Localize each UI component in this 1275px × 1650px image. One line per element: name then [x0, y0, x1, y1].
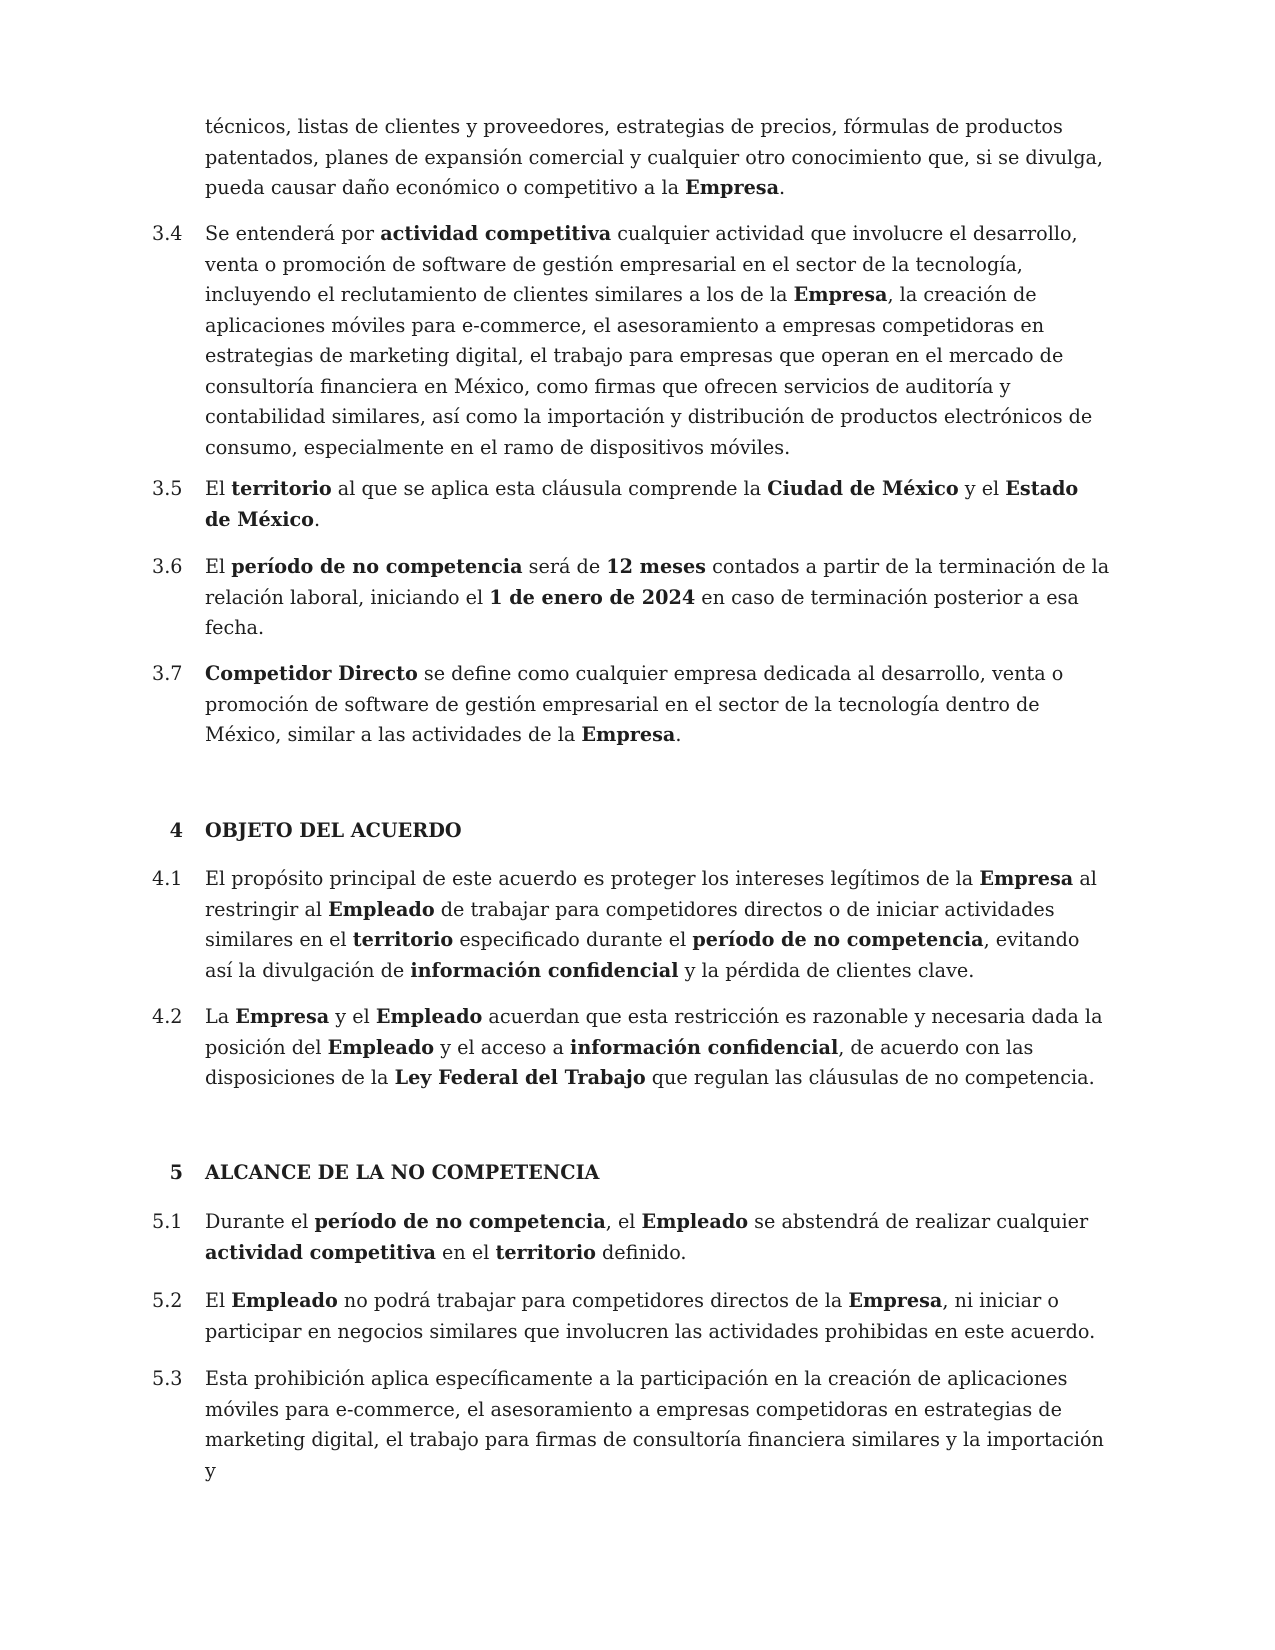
- text-run: y el: [329, 1005, 376, 1028]
- text-run: al restringir al: [205, 867, 1097, 921]
- bold-term: período de no competencia: [314, 1210, 606, 1233]
- clause-number: 3.6: [152, 555, 183, 578]
- text-run: técnicos, listas de clientes y proveedores, estrategias de precios, fórmulas de productos patentados, planes de expansión comercial y cualquier otro conocimiento que, si se divulga, pueda causar daño económico o competitivo a la: [205, 115, 1104, 199]
- section-number: 5: [169, 1161, 183, 1184]
- bold-term: territorio: [495, 1240, 596, 1264]
- bold-term: Empresa: [581, 723, 676, 746]
- bold-term: OBJETO DEL ACUERDO: [205, 819, 462, 842]
- bold-term: Empresa: [685, 176, 780, 199]
- text-run: y la pérdida de clientes clave.: [678, 958, 975, 982]
- bold-term: ALCANCE DE LA NO COMPETENCIA: [205, 1161, 600, 1184]
- bold-term: actividad competitiva: [380, 222, 612, 245]
- text-run: cualquier actividad que involucre el desarrollo, venta o promoción de software de gestión empresarial en el sector de la tecnología, incluyendo el reclutamiento de clientes similares a los de la: [205, 222, 1078, 306]
- clause-text: [205, 1286, 1110, 1347]
- bold-term: Empleado: [327, 1035, 435, 1059]
- text-run: El: [205, 477, 232, 500]
- bold-term: territorio: [352, 928, 454, 951]
- bold-term: territorio: [231, 477, 332, 500]
- clause-text: [205, 474, 1110, 535]
- bold-term: Empleado: [328, 897, 435, 921]
- text-run: La: [205, 1005, 236, 1028]
- clause-text: [205, 659, 1110, 751]
- paragraph-text: [205, 112, 1110, 204]
- text-run: .: [675, 723, 682, 746]
- clause-text: [205, 1002, 1110, 1094]
- text-run: Durante el: [205, 1210, 315, 1233]
- text-run: El: [205, 555, 232, 578]
- text-run: de trabajar para competidores directos o de iniciar actividades similares en el: [205, 897, 1055, 951]
- text-run: se abstendrá de realizar cualquier: [748, 1210, 1089, 1233]
- clause-text: [205, 552, 1110, 644]
- bold-term: período de no competencia: [231, 555, 523, 578]
- text-run: definido.: [595, 1240, 687, 1264]
- clause-number: 3.4: [152, 222, 183, 245]
- clause-text: [205, 1207, 1110, 1268]
- text-run: se define como cualquier empresa dedicada al desarrollo, venta o promoción de software de gestión empresarial en el sector de la tecnología dentro de México, similar a las actividades de la: [205, 662, 1064, 746]
- text-run: contados a partir de la terminación de la relación laboral, iniciando el: [205, 555, 1110, 609]
- clause-number: 5.2: [152, 1289, 183, 1312]
- text-run: al que se aplica esta cláusula comprende la: [331, 477, 768, 500]
- clause-text: [205, 864, 1110, 986]
- bold-term: Empleado: [375, 1005, 483, 1028]
- text-run: que regulan las cláusulas de no competencia.: [645, 1066, 1095, 1089]
- text-run: Se entenderá por: [205, 222, 381, 245]
- bold-term: Empleado: [641, 1210, 749, 1233]
- section-number: 4: [169, 819, 183, 842]
- clause-text: [205, 1364, 1110, 1486]
- bold-term: 1 de enero de 2024: [489, 585, 696, 609]
- clause-number: 3.5: [152, 477, 183, 500]
- bold-term: información confidencial: [410, 958, 679, 982]
- text-run: , evitando así la divulgación de: [205, 928, 1080, 982]
- text-run: acuerdan que esta restricción es razonable y necesaria dada la posición del: [205, 1005, 1103, 1059]
- bold-term: Ley Federal del Trabajo: [394, 1066, 646, 1089]
- clause-number: 4.2: [152, 1005, 183, 1028]
- bold-term: Estado de México: [205, 477, 1079, 531]
- bold-term: período de no competencia: [692, 928, 984, 951]
- text-run: , ni iniciar o participar en negocios similares que involucren las actividades prohibidas en este acuerdo.: [205, 1289, 1096, 1343]
- bold-term: Empleado: [231, 1289, 338, 1312]
- text-run: , de acuerdo con las disposiciones de la: [205, 1035, 1034, 1089]
- bold-term: Empresa: [793, 283, 888, 306]
- clause-number: 4.1: [152, 867, 183, 890]
- text-run: no podrá trabajar para competidores directos de la: [337, 1289, 849, 1312]
- bold-term: 12 meses: [606, 555, 706, 578]
- section-title: [205, 816, 1110, 847]
- text-run: y el acceso a: [434, 1035, 571, 1059]
- bold-term: Competidor Directo: [205, 662, 418, 685]
- bold-term: Empresa: [235, 1005, 330, 1028]
- bold-term: actividad competitiva: [205, 1240, 436, 1264]
- bold-term: Empresa: [979, 867, 1074, 890]
- clause-text: [205, 219, 1110, 463]
- text-run: especificado durante el: [453, 928, 693, 951]
- bold-term: Empresa: [848, 1289, 943, 1312]
- clause-number: 3.7: [152, 662, 183, 685]
- text-run: en caso de terminación posterior a esa fecha.: [205, 585, 1079, 639]
- text-run: El propósito principal de este acuerdo es proteger los intereses legítimos de la: [205, 867, 980, 890]
- section-title: [205, 1158, 1110, 1189]
- text-run: Esta prohibición aplica específicamente a la participación en la creación de aplicaciones móviles para e-commerce, el asesoramiento a empresas competidoras en estrategias de marketing digital, el trabajo para firmas de consultoría financiera similares y la importación y: [205, 1367, 1104, 1482]
- bold-term: información confidencial: [570, 1035, 839, 1059]
- text-run: , la creación de aplicaciones móviles para e-commerce, el asesoramiento a empresas competidoras en estrategias de marketing digital, el trabajo para empresas que operan en el mercado de consultoría financiera en México, como firmas que ofrecen servicios de auditoría y contabilidad similares, así como la importación y distribución de productos electrónicos de consumo, especialmente en el ramo de dispositivos móviles.: [205, 283, 1093, 459]
- text-run: será de: [522, 555, 607, 578]
- bold-term: Ciudad de México: [767, 477, 959, 500]
- text-run: en el: [435, 1240, 496, 1264]
- text-run: El: [205, 1289, 232, 1312]
- clause-number: 5.3: [152, 1367, 183, 1390]
- text-run: y el: [958, 477, 1006, 500]
- text-run: .: [313, 507, 321, 531]
- text-run: , el: [605, 1210, 642, 1233]
- text-run: .: [779, 176, 786, 199]
- clause-number: 5.1: [152, 1210, 183, 1233]
